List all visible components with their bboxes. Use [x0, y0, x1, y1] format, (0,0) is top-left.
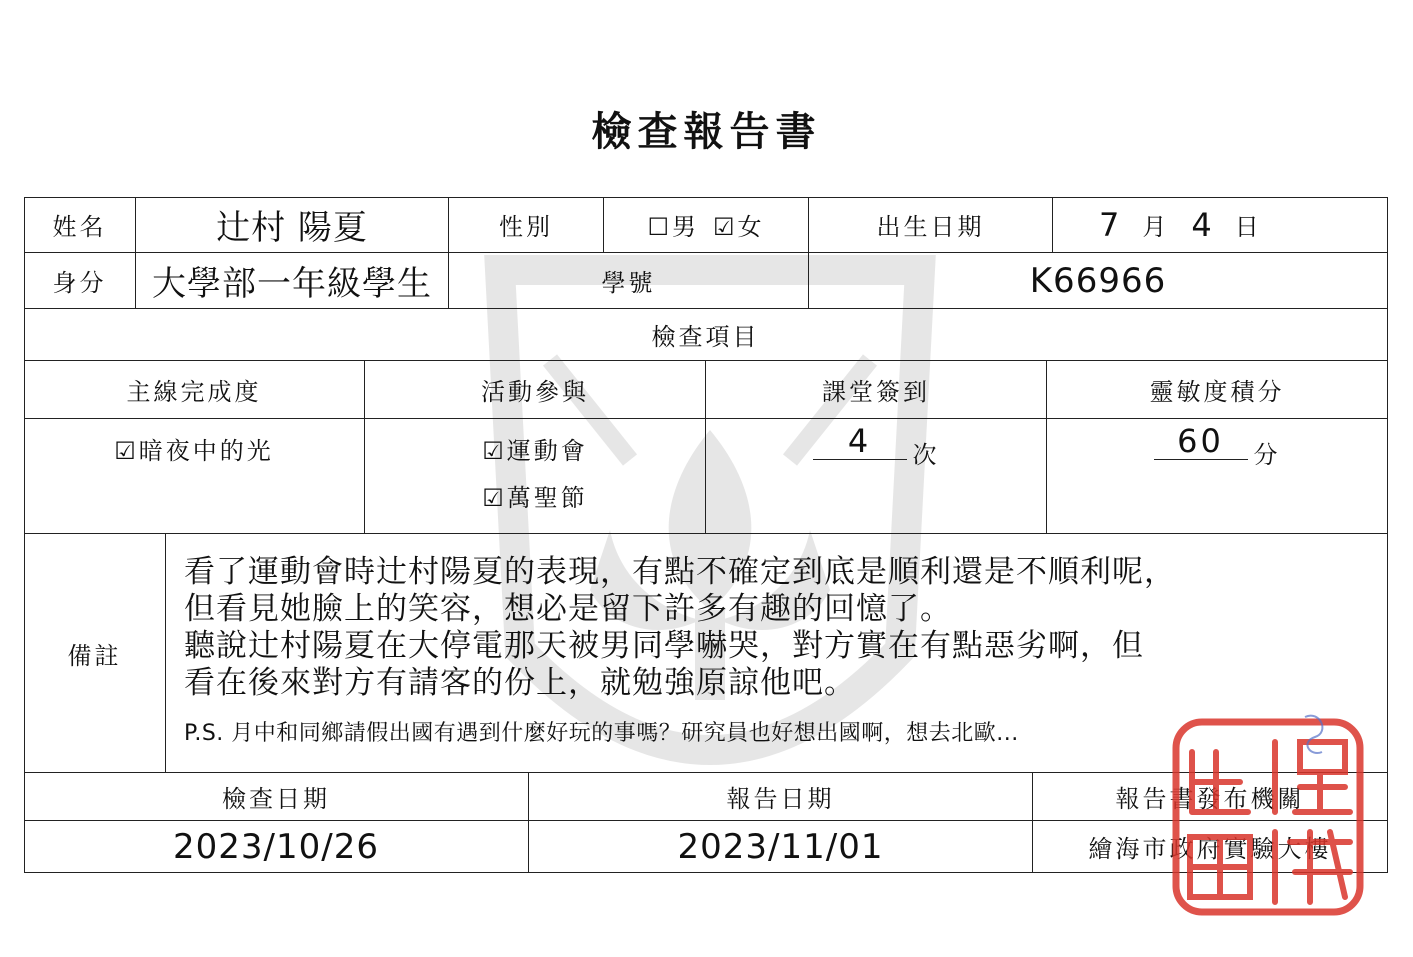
- remarks-ps: P.S. 月中和同鄉請假出國有遇到什麼好玩的事嗎？研究員也好想出國啊，想去北歐...: [184, 721, 1019, 746]
- gender-male-checkbox: ☐男: [647, 213, 699, 241]
- attendance-unit: 次: [912, 441, 940, 469]
- remarks-line-4: 看在後來對方有請客的份上，就勉強原諒他吧。: [184, 665, 856, 701]
- check-date-value: 2023/10/26: [24, 821, 529, 873]
- activity-item-halloween: ☑萬聖節: [482, 484, 588, 512]
- check-date-label: 檢查日期: [24, 773, 529, 821]
- name-value: 辻村 陽夏: [136, 197, 449, 253]
- student-id-value: K66966: [809, 253, 1388, 309]
- inspection-section-title: 檢查項目: [24, 309, 1388, 361]
- birth-value: [1053, 197, 1388, 253]
- remarks-body: [166, 534, 1388, 773]
- birth-label: 出生日期: [809, 197, 1053, 253]
- report-date-value: 2023/11/01: [529, 821, 1033, 873]
- activities-cell: [365, 419, 706, 534]
- birth-month: 7: [1099, 205, 1121, 244]
- header-attendance: 課堂簽到: [706, 361, 1047, 419]
- remarks-label: 備註: [24, 534, 166, 773]
- activity-item-sports-day: ☑運動會: [482, 437, 588, 465]
- remarks-line-1: 看了運動會時辻村陽夏的表現，有點不確定到底是順利還是不順利呢，: [184, 554, 1176, 590]
- birth-day: 4: [1191, 205, 1213, 244]
- gender-options: [604, 197, 809, 253]
- attendance-cell: [706, 419, 1047, 534]
- activities-list: [482, 431, 588, 513]
- mainline-value: ☑暗夜中的光: [24, 419, 365, 534]
- gender-label: 性別: [449, 197, 604, 253]
- header-score: 靈敏度積分: [1047, 361, 1388, 419]
- report-table: [24, 197, 1388, 873]
- score-value: 60: [1154, 423, 1248, 460]
- gender-female-checkbox: ☑女: [713, 213, 765, 241]
- birth-month-unit: 月: [1142, 213, 1170, 241]
- name-label: 姓名: [24, 197, 136, 253]
- score-cell: [1047, 419, 1388, 534]
- page-title: 檢查報告書: [591, 108, 822, 155]
- report-date-label: 報告日期: [529, 773, 1033, 821]
- score-unit: 分: [1253, 441, 1281, 469]
- student-id-label: 學號: [449, 253, 809, 309]
- issuer-value: 繪海市政府實驗大樓: [1033, 821, 1388, 873]
- issuer-label: 報告書發布機關: [1033, 773, 1388, 821]
- identity-value: 大學部一年級學生: [136, 253, 449, 309]
- identity-label: 身分: [24, 253, 136, 309]
- header-mainline: 主線完成度: [24, 361, 365, 419]
- remarks-line-2: 但看見她臉上的笑容，想必是留下許多有趣的回憶了。: [184, 591, 952, 627]
- birth-day-unit: 日: [1234, 213, 1262, 241]
- attendance-value: 4: [813, 423, 907, 460]
- header-activities: 活動參與: [365, 361, 706, 419]
- remarks-line-3: 聽說辻村陽夏在大停電那天被男同學嚇哭，對方實在有點惡劣啊，但: [184, 628, 1144, 664]
